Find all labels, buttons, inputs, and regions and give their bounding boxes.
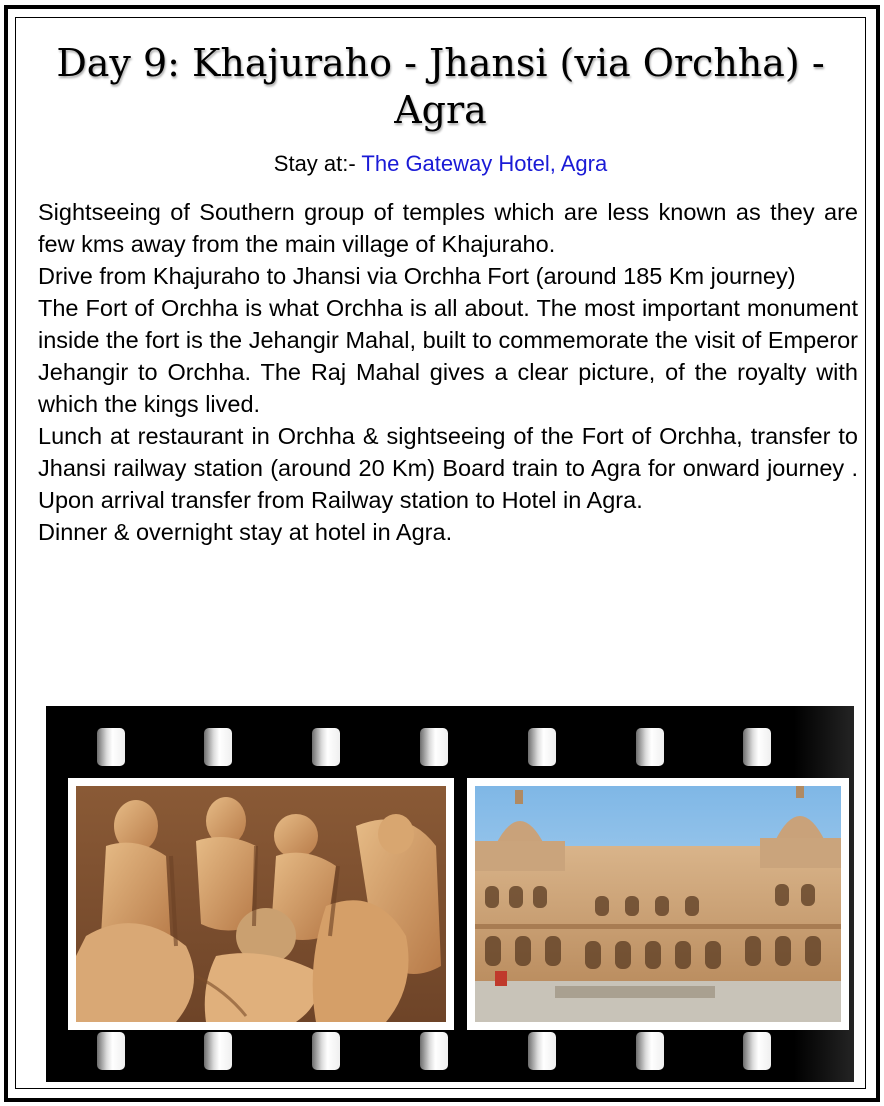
film-hole-bottom-5 xyxy=(528,1032,556,1070)
paragraph-drive: Drive from Khajuraho to Jhansi via Orchha Fort (around 185 Km journey) xyxy=(38,263,796,289)
orchha-fort-photo xyxy=(467,778,849,1030)
hotel-name: The Gateway Hotel, Agra xyxy=(361,151,608,176)
paragraph-temples: Sightseeing of Southern group of temples which are less known as they are few kms away from the main village of Khajuraho. xyxy=(38,199,858,257)
paragraph-lunch: Lunch at restaurant in Orchha & sightseeing of the Fort of Orchha, transfer to Jhansi railway station (around 20 Km) Board train to Agra for onward journey . Upon arrival transfer from Railway station to Hotel in Agra. xyxy=(38,423,858,513)
film-hole-bottom-1 xyxy=(97,1032,125,1070)
paragraph-dinner: Dinner & overnight stay at hotel in Agra. xyxy=(38,519,453,545)
film-hole-top-2 xyxy=(204,728,232,766)
page-border-outer xyxy=(4,5,880,1102)
film-hole-top-5 xyxy=(528,728,556,766)
temple-sculpture-photo xyxy=(68,778,454,1030)
film-hole-top-4 xyxy=(420,728,448,766)
stay-line xyxy=(16,150,865,178)
film-hole-bottom-3 xyxy=(312,1032,340,1070)
film-hole-bottom-4 xyxy=(420,1032,448,1070)
stay-label: Stay at:- xyxy=(273,151,356,176)
paragraph-fort: The Fort of Orchha is what Orchha is all about. The most important monument inside the fort is the Jehangir Mahal, built to commemorate the visit of Emperor Jehangir to Orchha. The Raj Mahal gives a clear picture, of the royalty with which the kings lived. xyxy=(38,295,858,417)
orchha-fort-image xyxy=(475,786,841,1022)
film-hole-top-1 xyxy=(97,728,125,766)
film-hole-top-3 xyxy=(312,728,340,766)
temple-sculpture-image xyxy=(76,786,446,1022)
film-hole-top-7 xyxy=(743,728,771,766)
film-hole-top-6 xyxy=(636,728,664,766)
film-hole-bottom-7 xyxy=(743,1032,771,1070)
film-hole-bottom-2 xyxy=(204,1032,232,1070)
itinerary-description xyxy=(38,196,858,548)
film-hole-bottom-6 xyxy=(636,1032,664,1070)
film-strip xyxy=(46,706,854,1082)
page-border-inner xyxy=(15,17,866,1089)
page-title: Day 9: Khajuraho - Jhansi (via Orchha) - Agra xyxy=(56,41,825,132)
